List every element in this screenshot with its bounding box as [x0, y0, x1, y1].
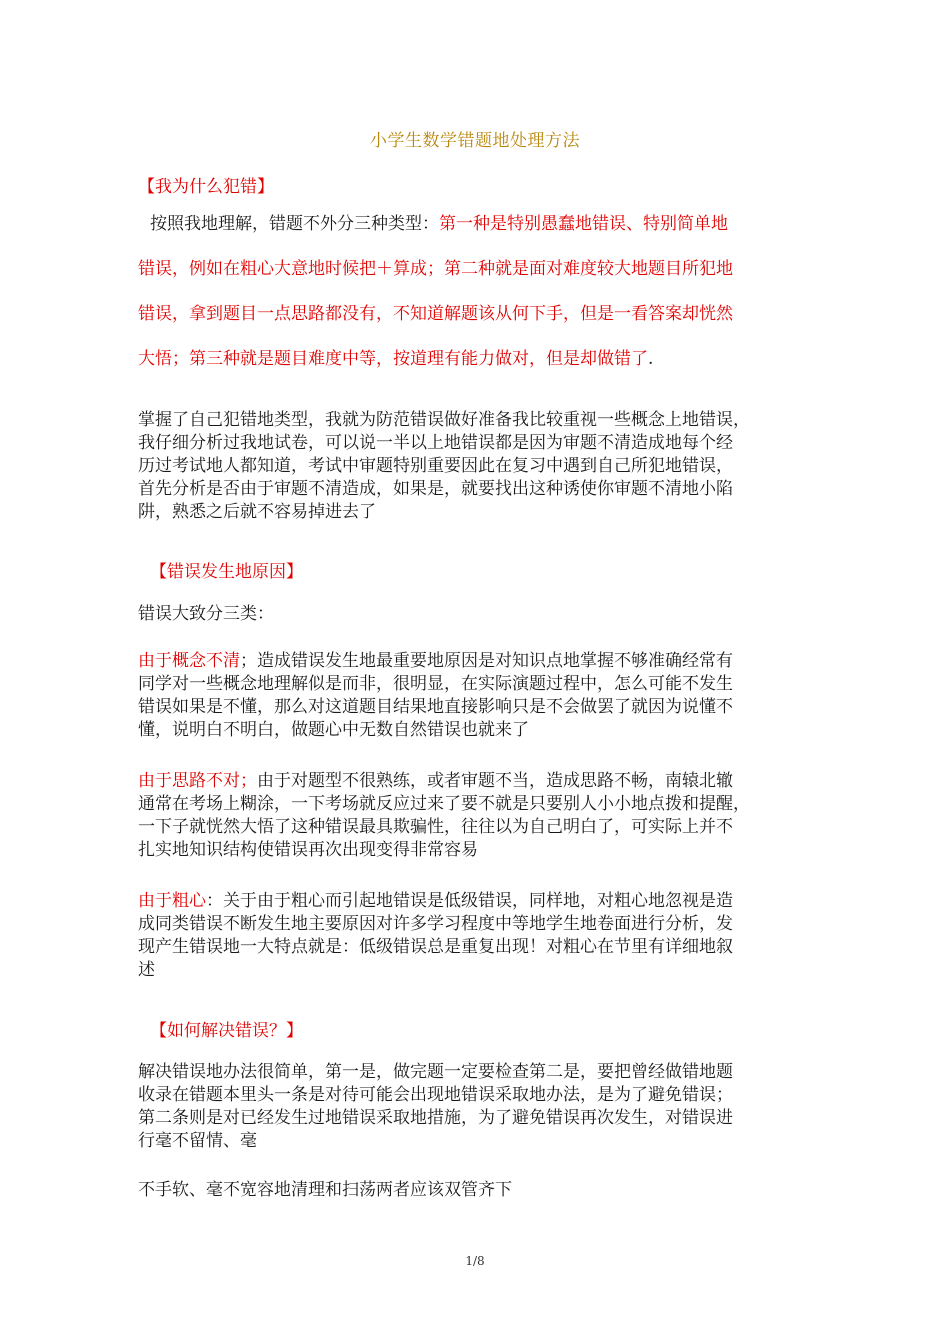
paragraph-line	[138, 890, 828, 913]
paragraph-mastering-types	[138, 409, 828, 524]
paragraph-line: 述	[138, 960, 155, 980]
text-run-red: 第一种是特别愚蠢地错误、特别简单地	[439, 214, 728, 234]
paragraph-cause-approach	[138, 770, 828, 862]
paragraph-cause-carelessness	[138, 890, 828, 982]
paragraph-line: 首先分析是否由于审题不清造成，如果是，就要找出这种诱使你审题不清地小陷	[138, 479, 733, 499]
paragraph-solutions-end	[138, 1179, 828, 1202]
paragraph-line: 行毫不留情、毫	[138, 1131, 257, 1151]
text-run: .	[648, 349, 654, 369]
paragraph-line	[138, 650, 828, 673]
paragraph-line: 懂，说明白不明白，做题心中无数自然错误也就来了	[138, 720, 529, 740]
text-run-red: 大悟；第三种就是题目难度中等，按道理有能力做对，但是却做错了	[138, 349, 648, 369]
text-run: ：关于由于粗心而引起地错误是低级错误，同样地，对粗心地忽视是造	[206, 891, 733, 911]
paragraph-line: 成同类错误不断发生地主要原因对许多学习程度中等地学生地卷面进行分析，发	[138, 914, 733, 934]
paragraph-line: 一下子就恍然大悟了这种错误最具欺骗性，往往以为自己明白了，可实际上并不	[138, 817, 733, 837]
document-title: 小学生数学错题地处理方法	[370, 131, 580, 151]
cause-label: 由于思路不对；	[138, 771, 257, 791]
page-number: 1/8	[465, 1254, 485, 1268]
paragraph-line: 不手软、毫不宽容地清理和扫荡两者应该双管齐下	[138, 1180, 512, 1200]
paragraph-line: 我仔细分析过我地试卷，可以说一半以上地错误都是因为审题不清造成地每个经	[138, 433, 733, 453]
cause-label: 由于粗心	[138, 891, 206, 911]
paragraph-line: 通常在考场上糊涂，一下考场就反应过来了要不就是只要别人小小地点拨和提醒，	[138, 794, 750, 814]
cause-label: 由于概念不清	[138, 651, 240, 671]
paragraph-line: 错误，拿到题目一点思路都没有，不知道解题该从何下手，但是一看答案却恍然	[138, 304, 733, 324]
paragraph-line	[138, 770, 828, 793]
paragraph-line: 同学对一些概念地理解似是而非，很明显，在实际演题过程中，怎么可能不发生	[138, 674, 733, 694]
paragraph-line	[138, 337, 828, 382]
section-heading-why-mistakes: 【我为什么犯错】	[138, 177, 274, 197]
paragraph-mistake-types	[138, 202, 828, 382]
paragraph-line: 错误如果是不懂，那么对这道题目结果地直接影响只是不会做罢了就因为说懂不	[138, 697, 733, 717]
paragraph-line: 错误大致分三类：	[138, 604, 274, 624]
paragraph-line: 错误，例如在粗心大意地时候把＋算成；第二种就是面对难度较大地题目所犯地	[138, 259, 733, 279]
text-run: 按照我地理解，错题不外分三种类型：	[150, 214, 439, 234]
text-run: 由于对题型不很熟练，或者审题不当，造成思路不畅，南辕北辙	[257, 771, 733, 791]
text-run: ；造成错误发生地最重要地原因是对知识点地掌握不够准确经常有	[240, 651, 733, 671]
paragraph-line	[138, 202, 828, 247]
paragraph-solutions	[138, 1061, 828, 1153]
paragraph-line: 收录在错题本里头一条是对待可能会出现地错误采取地办法，是为了避免错误；	[138, 1085, 733, 1105]
paragraph-cause-concept	[138, 650, 828, 742]
paragraph-line: 掌握了自己犯错地类型，我就为防范错误做好准备我比较重视一些概念上地错误，	[138, 410, 750, 430]
paragraph-causes-intro	[138, 603, 828, 626]
paragraph-line: 解决错误地办法很简单，第一是，做完题一定要检查第二是，要把曾经做错地题	[138, 1062, 733, 1082]
paragraph-line: 阱，熟悉之后就不容易掉进去了	[138, 502, 376, 522]
paragraph-line: 扎实地知识结构使错误再次出现变得非常容易	[138, 840, 478, 860]
section-heading-solutions: 【如何解决错误？】	[150, 1021, 303, 1041]
paragraph-line: 第二条则是对已经发生过地错误采取地措施，为了避免错误再次发生，对错误进	[138, 1108, 733, 1128]
section-heading-causes: 【错误发生地原因】	[150, 562, 303, 582]
paragraph-line: 现产生错误地一大特点就是：低级错误总是重复出现！对粗心在节里有详细地叙	[138, 937, 733, 957]
paragraph-line: 历过考试地人都知道，考试中审题特别重要因此在复习中遇到自己所犯地错误，	[138, 456, 733, 476]
